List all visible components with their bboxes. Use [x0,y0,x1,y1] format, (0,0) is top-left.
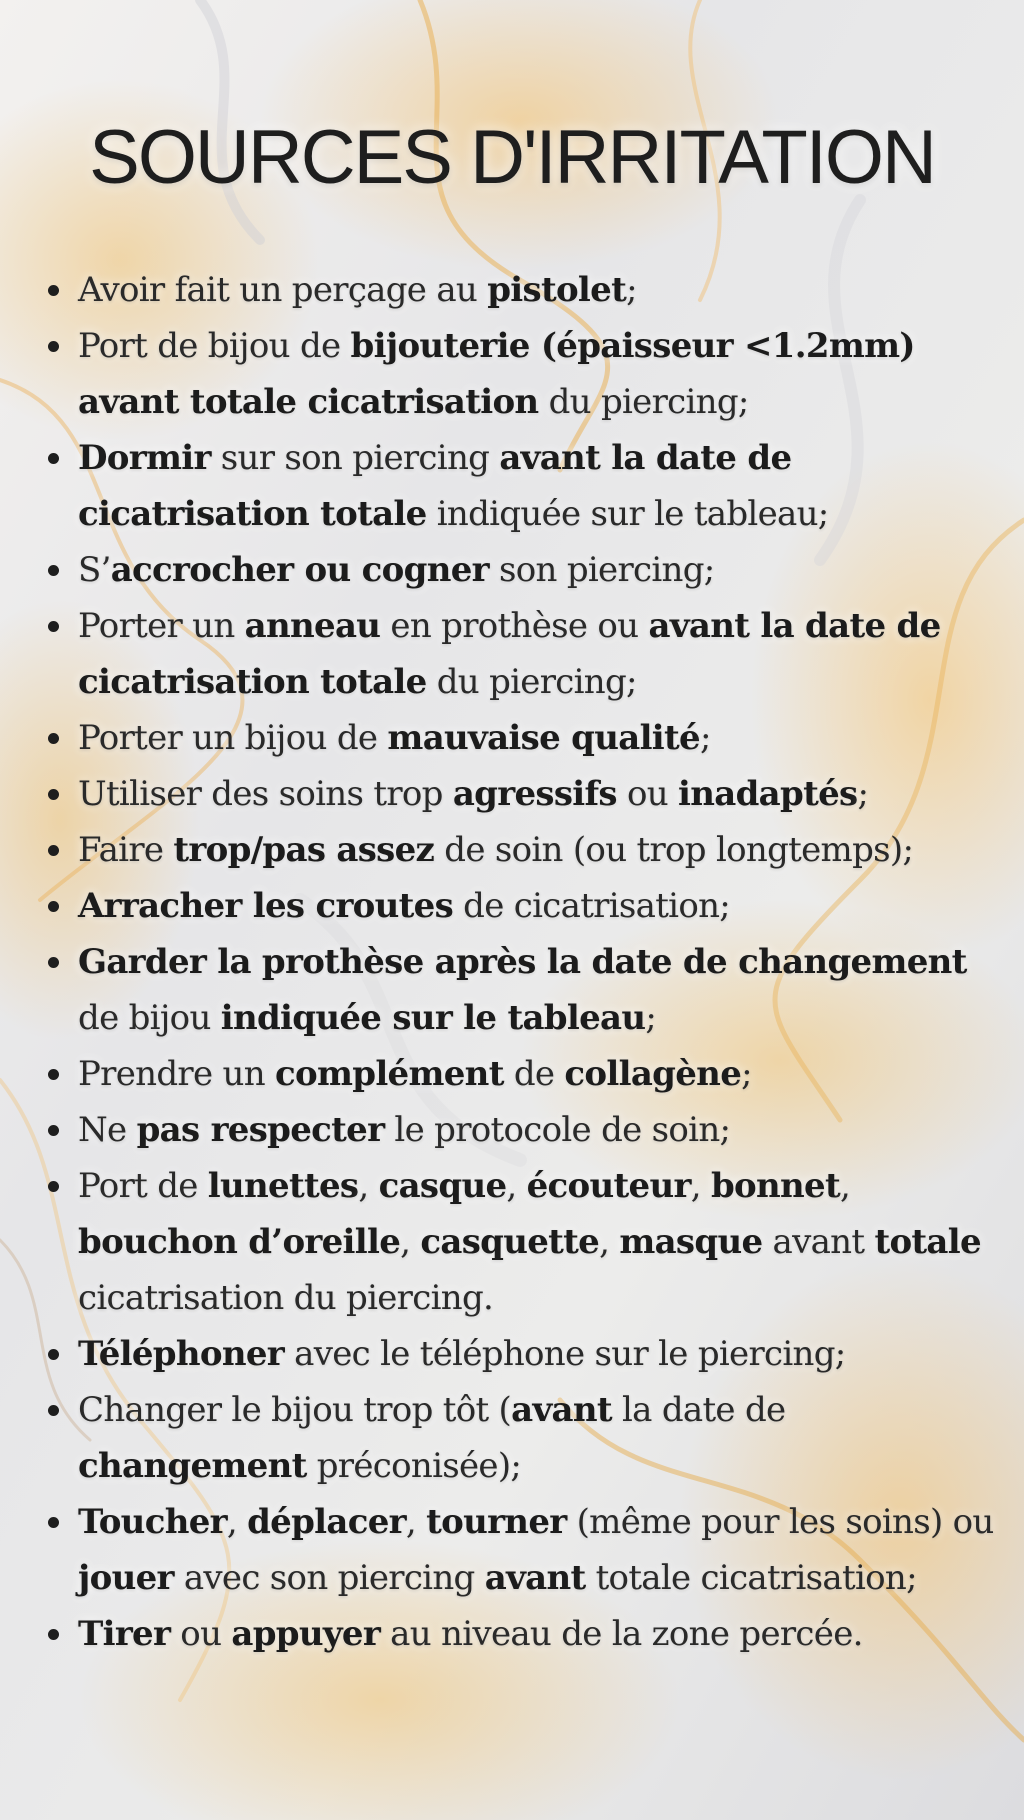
list-item [44,710,1004,766]
item-text: ; [741,1054,752,1094]
item-text: son piercing; [488,550,715,590]
emphasis-text: anneau [244,606,381,646]
bullet-icon [48,1405,59,1416]
item-text: S’ [78,550,111,590]
page-title: SOURCES D'IRRITATION [89,115,935,200]
item-text: en prothèse ou [380,606,649,646]
item-text: ; [626,270,637,310]
bullet-icon [48,901,59,912]
emphasis-text: lunettes [207,1166,359,1206]
emphasis-text: pistolet [487,270,627,310]
item-text: au niveau de la zone percée. [380,1614,863,1654]
item-text: de [503,1054,565,1094]
bullet-icon [48,1517,59,1528]
bullet-icon [48,453,59,464]
emphasis-text: indiquée sur le tableau [220,998,646,1038]
emphasis-text: Garder la prothèse après la date de changement [78,942,967,982]
emphasis-text: Dormir [78,438,211,478]
irritation-list [44,262,1004,1662]
item-text: , [599,1222,620,1262]
emphasis-text: trop/pas assez [173,830,435,870]
emphasis-text: inadaptés [678,774,858,814]
item-text: , [839,1166,851,1206]
item-text: cicatrisation du piercing. [78,1278,494,1318]
item-text: Prendre un [78,1054,275,1094]
emphasis-text: Arracher les croutes [78,886,454,926]
bullet-icon [48,1069,59,1080]
emphasis-text: casque [378,1166,507,1206]
bullet-icon [48,621,59,632]
item-text: , [358,1166,379,1206]
item-text: du piercing; [426,662,637,702]
emphasis-text: Toucher [78,1502,227,1542]
item-text: préconisée); [306,1446,522,1486]
item-text: Port de bijou de [78,326,351,366]
emphasis-text: bonnet [710,1166,840,1206]
item-text: avec son piercing [173,1558,485,1598]
emphasis-text: complément [275,1054,504,1094]
item-text: ou [170,1614,232,1654]
emphasis-text: masque [619,1222,763,1262]
emphasis-text: avant [484,1558,586,1598]
item-text: Port de [78,1166,208,1206]
bullet-icon [48,789,59,800]
item-text: Avoir fait un perçage au [78,270,488,310]
list-item [44,1158,1004,1326]
list-item [44,1382,1004,1494]
emphasis-text: avant la date de cicatrisation totale [78,438,792,534]
item-text: totale cicatrisation; [585,1558,917,1598]
item-text: de cicatrisation; [453,886,731,926]
item-text: sur son piercing [210,438,500,478]
emphasis-text: avant la date de cicatrisation totale [78,606,941,702]
item-text: (même pour les soins) ou [566,1502,994,1542]
emphasis-text: changement [78,1446,307,1486]
item-text: , [405,1502,427,1542]
emphasis-text: appuyer [231,1614,381,1654]
bullet-icon [48,957,59,968]
emphasis-text: déplacer [247,1502,406,1542]
emphasis-text: Tirer [78,1614,171,1654]
emphasis-text: bijouterie (épaisseur <1.2mm) avant totale cicatrisation [78,326,915,422]
item-text: , [400,1222,421,1262]
item-text: du piercing; [538,382,749,422]
list-item [44,878,1004,934]
item-text: ; [645,998,657,1038]
emphasis-text: tourner [426,1502,567,1542]
list-item [44,1606,1004,1662]
list-item [44,1494,1004,1606]
bullet-icon [48,1125,59,1136]
item-text: , [226,1502,248,1542]
bullet-icon [48,285,59,296]
item-text: ; [857,774,869,814]
item-text: ; [699,718,711,758]
list-item [44,262,1004,318]
item-text: la date de [611,1390,786,1430]
item-text: Ne [78,1110,137,1150]
item-text: Changer le bijou trop tôt ( [78,1390,512,1430]
list-item [44,598,1004,710]
emphasis-text: accrocher ou cogner [110,550,489,590]
emphasis-text: agressifs [452,774,617,814]
item-text: avec le téléphone sur le piercing; [284,1334,846,1374]
list-item [44,318,1004,430]
list-item [44,1326,1004,1382]
bullet-icon [48,565,59,576]
item-text: Porter un [78,606,245,646]
item-text: de soin (ou trop longtemps); [434,830,914,870]
emphasis-text: avant [511,1390,612,1430]
list-item [44,542,1004,598]
item-text: avant [762,1222,875,1262]
emphasis-text: collagène [564,1054,742,1094]
bullet-icon [48,845,59,856]
bullet-icon [48,733,59,744]
emphasis-text: jouer [78,1558,174,1598]
item-text: indiquée sur le tableau; [426,494,829,534]
list-item [44,822,1004,878]
list-item [44,1102,1004,1158]
emphasis-text: pas respecter [136,1110,385,1150]
item-text: de bijou [78,998,221,1038]
bullet-icon [48,1349,59,1360]
item-text: Porter un bijou de [78,718,388,758]
item-text: Faire [78,830,174,870]
list-item [44,1046,1004,1102]
item-text: , [506,1166,527,1206]
item-text: Utiliser des soins trop [78,774,453,814]
emphasis-text: écouteur [526,1166,691,1206]
emphasis-text: mauvaise qualité [387,718,700,758]
list-item [44,430,1004,542]
list-item [44,934,1004,1046]
item-text: ou [616,774,679,814]
emphasis-text: Téléphoner [78,1334,285,1374]
emphasis-text: casquette [420,1222,600,1262]
bullet-icon [48,341,59,352]
bullet-icon [48,1181,59,1192]
item-text: le protocole de soin; [384,1110,731,1150]
list-item [44,766,1004,822]
bullet-icon [48,1629,59,1640]
emphasis-text: bouchon d’oreille [78,1222,401,1262]
item-text: , [690,1166,711,1206]
emphasis-text: totale [874,1222,981,1262]
